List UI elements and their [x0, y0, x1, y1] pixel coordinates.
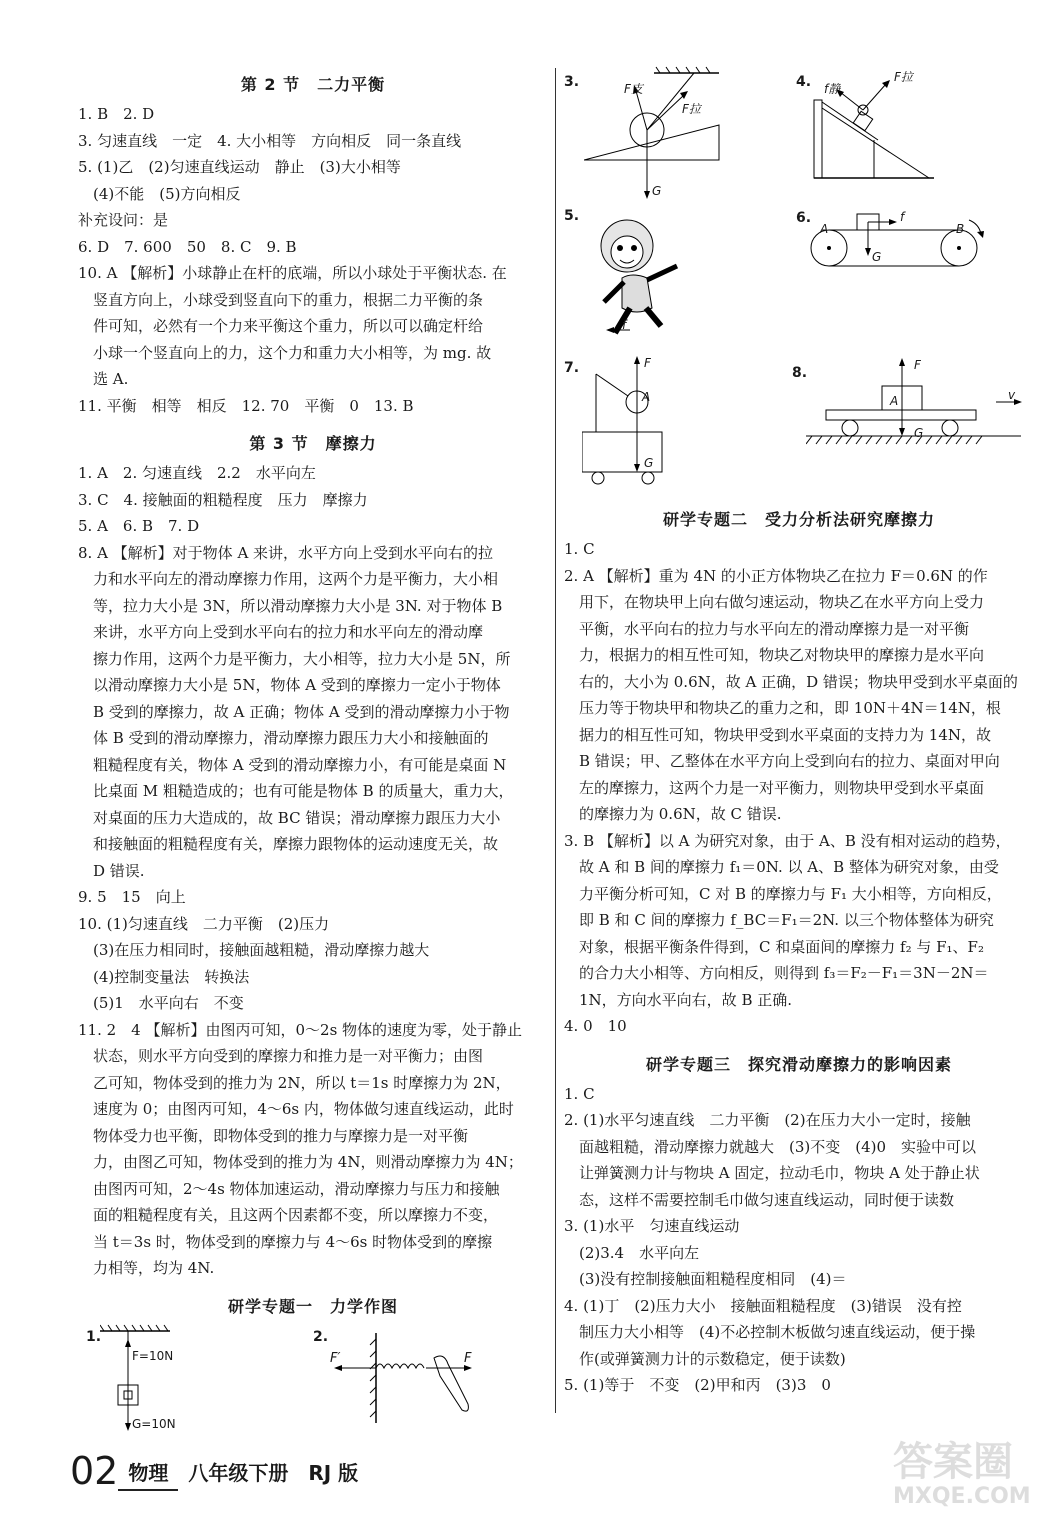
answer-line: (3)在压力相同时，接触面越粗糙，滑动摩擦力越大 — [78, 941, 430, 959]
yj1-figures — [78, 1323, 548, 1433]
section-2-answers — [78, 101, 548, 419]
answer-line: 状态，则水平方向受到的摩擦力和推力是一对平衡力；由图 — [78, 1047, 484, 1065]
answer-line: 10. (1)匀速直线 二力平衡 (2)压力 — [78, 914, 330, 933]
page-number: 02 — [70, 1449, 119, 1493]
answer-line: 等，拉力大小是 3N，所以滑动摩擦力大小是 3N. 对于物体 B — [78, 596, 503, 615]
answer-line: 小球一个竖直向上的力，这个力和重力大小相等，为 mg. 故 — [78, 343, 492, 362]
fig8-number: 8. — [792, 365, 808, 381]
answer-line: (2)3.4 水平向左 — [564, 1243, 700, 1262]
answer-line: 1. C — [564, 1084, 595, 1103]
answer-line: 体 B 受到的滑动摩擦力，滑动摩擦力跟压力大小和接触面的 — [78, 729, 489, 747]
answer-line: 粗糙程度有关，物体 A 受到的滑动摩擦力小，有可能是桌面 N — [78, 755, 507, 774]
fig6-f-label: f — [900, 210, 905, 224]
fig3-Fsupport-label: F支 — [624, 82, 643, 96]
answer-line: 1. C — [564, 540, 595, 558]
fig4-fstatic-label: f静 — [824, 82, 841, 96]
fig1-F-label: F=10N — [132, 1348, 174, 1363]
fig6-number: 6. — [796, 210, 812, 226]
answer-line: 力相等，均为 4N. — [78, 1259, 215, 1277]
fig2-F-label: F — [464, 1350, 472, 1366]
fig6-A-label: A — [820, 222, 829, 236]
answer-line: 平衡，水平向右的拉力与水平向左的滑动摩擦力是一对平衡 — [564, 619, 970, 638]
answer-line: 6. D 7. 600 50 8. C 9. B — [78, 237, 297, 256]
fig7-crane-diagram — [582, 350, 702, 500]
answer-line: 3. C 4. 接触面的粗糙程度 压力 摩擦力 — [78, 490, 368, 509]
fig1-number: 1. — [86, 1328, 102, 1345]
answer-line: D 错误. — [78, 861, 145, 880]
answer-line: 力，由图乙可知，物体受到的推力为 4N，则滑动摩擦力为 4N； — [78, 1153, 523, 1171]
answer-line: 3. (1)水平 匀速直线运动 — [564, 1217, 740, 1235]
answer-line: 的合力大小相等、方向相反，则得到 f₃＝F₂－F₁＝3N－2N＝ — [564, 964, 989, 982]
fig8-A-label: A — [890, 394, 899, 408]
answer-line: 力和水平向左的滑动摩擦力作用，这两个力是平衡力，大小相 — [78, 570, 499, 588]
section-title-3: 第 3 节 摩擦力 — [249, 434, 377, 453]
force-diagrams — [564, 60, 1034, 495]
watermark-text: 答案圈 — [893, 1439, 1013, 1485]
fig6-B-label: B — [956, 222, 965, 236]
answer-line: 11. 2 4 【解析】由图丙可知，0～2s 物体的速度为零，处于静止 — [78, 1020, 523, 1039]
answer-line: 擦力作用，这两个力是平衡力，大小相等，拉力大小是 5N，所 — [78, 649, 511, 668]
answer-line: 3. 匀速直线 一定 4. 大小相等 方向相反 同一条直线 — [78, 131, 462, 150]
answer-line: 1N，方向水平向右，故 B 正确. — [564, 990, 792, 1009]
answer-line: 乙可知，物体受到的推力为 2N，所以 t＝1s 时摩擦力为 2N， — [78, 1073, 511, 1092]
answer-line: 左的摩擦力，这两个力是一对平衡力，则物块甲受到水平桌面 — [564, 778, 985, 797]
answer-line: 10. A 【解析】小球静止在杆的底端，所以小球处于平衡状态. 在 — [78, 264, 507, 282]
answer-line: 压力等于物块甲和物块乙的重力之和，即 10N＋4N＝14N，根 — [564, 699, 1001, 717]
answer-line: 对桌面的压力大造成的，故 BC 错误；滑动摩擦力跟压力大小 — [78, 808, 501, 827]
fig5-f-label: f — [622, 318, 627, 332]
answer-line: B 受到的摩擦力，故 A 正确；物体 A 受到的滑动摩擦力小于物 — [78, 702, 510, 721]
answer-line: 面的粗糙程度有关，且这两个因素都不变，所以摩擦力不变， — [78, 1206, 499, 1224]
fig4-Fpull-label: F拉 — [894, 70, 913, 84]
answer-line: 件可知，必然有一个力来平衡这个重力，所以可以确定杆给 — [78, 317, 484, 335]
answer-line: 让弹簧测力计与物块 A 固定，拉动毛巾，物块 A 处于静止状 — [564, 1164, 980, 1182]
answer-line: (4)不能 (5)方向相反 — [78, 184, 241, 203]
answer-line: (5)1 水平向右 不变 — [78, 994, 244, 1012]
section-title-yj1: 研学专题一 力学作图 — [227, 1296, 398, 1316]
answer-line: 11. 平衡 相等 相反 12. 70 平衡 0 13. B — [78, 396, 414, 415]
fig7-F-label: F — [644, 356, 651, 370]
answer-line: 比桌面 M 粗糙造成的；也有可能是物体 B 的质量大，重力大， — [78, 782, 514, 800]
footer-underline — [118, 1489, 178, 1491]
answer-line: 态，这样不需要控制毛巾做匀速直线运动，同时便于读数 — [564, 1190, 955, 1209]
answer-line: 5. (1)乙 (2)匀速直线运动 静止 (3)大小相等 — [78, 158, 401, 176]
page-footer — [70, 1449, 359, 1493]
fig8-F-label: F — [914, 358, 921, 372]
watermark-logo — [893, 1440, 1033, 1530]
fig3-number: 3. — [564, 74, 580, 90]
fig3-Fpull-label: F拉 — [682, 102, 701, 116]
fig4-number: 4. — [796, 74, 812, 90]
answer-line: B 错误；甲、乙整体在水平方向上受到向右的拉力、桌面对甲向 — [564, 752, 1000, 770]
section-title-2: 第 2 节 二力平衡 — [240, 75, 386, 94]
answer-line: 用下，在物块甲上向右做匀速运动，物块乙在水平方向上受力 — [564, 593, 985, 611]
fig8-G-label: G — [914, 426, 924, 440]
answer-line: 作(或弹簧测力计的示数稳定，便于读数) — [564, 1349, 846, 1368]
answer-line: 由图丙可知，2～4s 物体加速运动，滑动摩擦力与压力和接触 — [78, 1179, 500, 1198]
yj3-answers — [564, 1081, 1034, 1399]
answer-line: 的摩擦力为 0.6N，故 C 错误. — [564, 805, 782, 823]
fig7-G-label: G — [644, 456, 654, 470]
answer-line: 1. B 2. D — [78, 105, 155, 123]
watermark-url: MXQE.COM — [893, 1484, 1031, 1509]
fig7-A-label: A — [642, 390, 651, 404]
fig5-cartoon-runner — [582, 208, 702, 348]
answer-line: 以滑动摩擦力大小是 5N，物体 A 受到的摩擦力一定小于物体 — [78, 676, 501, 694]
answer-line: 来讲，水平方向上受到水平向右的拉力和水平向左的滑动摩 — [78, 623, 484, 641]
fig2-diagram — [326, 1333, 496, 1433]
answer-line: 力平衡分析可知，C 对 B 的摩擦力与 F₁ 大小相等，方向相反， — [564, 884, 1002, 903]
section-3-answers — [78, 460, 548, 1282]
answer-line: 9. 5 15 向上 — [78, 888, 186, 906]
fig5-number: 5. — [564, 208, 580, 224]
answer-line: 故 A 和 B 间的摩擦力 f₁＝0N. 以 A、B 整体为研究对象，由受 — [564, 858, 999, 876]
section-title-yj3: 研学专题三 探究滑动摩擦力的影响因素 — [645, 1054, 952, 1074]
answer-line: 4. 0 10 — [564, 1017, 627, 1035]
answer-line: (4)控制变量法 转换法 — [78, 967, 250, 986]
answer-line: 力，根据力的相互性可知，物块乙对物块甲的摩擦力是水平向 — [564, 646, 985, 664]
answer-line: 对象，根据平衡条件得到，C 和桌面间的摩擦力 f₂ 与 F₁、F₂ — [564, 937, 984, 956]
fig6-G-label: G — [872, 250, 882, 264]
answer-line: 5. (1)等于 不变 (2)甲和丙 (3)3 0 — [564, 1376, 831, 1394]
answer-line: 2. (1)水平匀速直线 二力平衡 (2)在压力大小一定时，接触 — [564, 1111, 971, 1129]
answer-line: 3. B 【解析】以 A 为研究对象，由于 A、B 没有相对运动的趋势， — [564, 831, 1011, 850]
answer-line: 据力的相互性可知，物块甲受到水平桌面的支持力为 14N，故 — [564, 725, 991, 744]
answer-line: 速度为 0；由图丙可知，4～6s 内，物体做匀速直线运动，此时 — [78, 1100, 514, 1118]
answer-line: 补充设问：是 — [78, 211, 169, 229]
answer-line: 制压力大小相等 (4)不必控制木板做匀速直线运动，便于操 — [564, 1323, 976, 1341]
answer-line: 面越粗糙，滑动摩擦力就越大 (3)不变 (4)0 实验中可以 — [564, 1137, 977, 1156]
fig7-number: 7. — [564, 360, 580, 376]
fig3-G-label: G — [652, 184, 662, 198]
right-column — [564, 60, 1034, 1399]
fig1-G-label: G=10N — [132, 1416, 176, 1431]
column-divider — [555, 68, 556, 1413]
section-title-yj2: 研学专题二 受力分析法研究摩擦力 — [662, 510, 935, 529]
answer-line: 1. A 2. 匀速直线 2.2 水平向左 — [78, 464, 316, 482]
fig2-Fprime-label: F′ — [330, 1350, 341, 1366]
yj2-answers — [564, 536, 1034, 1040]
answer-line: 即 B 和 C 间的摩擦力 f_BC＝F₁＝2N. 以三个物体整体为研究 — [564, 911, 994, 929]
answer-line: 竖直方向上，小球受到竖直向下的重力，根据二力平衡的条 — [78, 290, 484, 309]
left-column — [78, 60, 548, 1433]
answer-line: 2. A 【解析】重为 4N 的小正方体物块乙在拉力 F＝0.6N 的作 — [564, 566, 988, 585]
fig2-number: 2. — [313, 1328, 329, 1345]
answer-line: 物体受力也平衡，即物体受到的推力与摩擦力是一对平衡 — [78, 1126, 469, 1145]
answer-line: 8. A 【解析】对于物体 A 来讲，水平方向上受到水平向右的拉 — [78, 543, 494, 562]
answer-line: 5. A 6. B 7. D — [78, 517, 200, 535]
answer-line: 和接触面的粗糙程度有关，摩擦力跟物体的运动速度无关，故 — [78, 835, 499, 853]
answer-line: 右的，大小为 0.6N，故 A 正确，D 错误；物块甲受到水平桌面的 — [564, 672, 1018, 691]
answer-line: (3)没有控制接触面粗糙程度相同 (4)＝ — [564, 1270, 847, 1288]
answer-line: 当 t＝3s 时，物体受到的摩擦力与 4～6s 时物体受到的摩擦 — [78, 1232, 493, 1251]
answer-line: 选 A. — [78, 370, 129, 388]
answer-line: 4. (1)丁 (2)压力大小 接触面粗糙程度 (3)错误 没有控 — [564, 1296, 962, 1315]
fig8-v-label: v — [1008, 388, 1016, 402]
book-title: 物理 八年级下册 RJ 版 — [128, 1461, 359, 1485]
